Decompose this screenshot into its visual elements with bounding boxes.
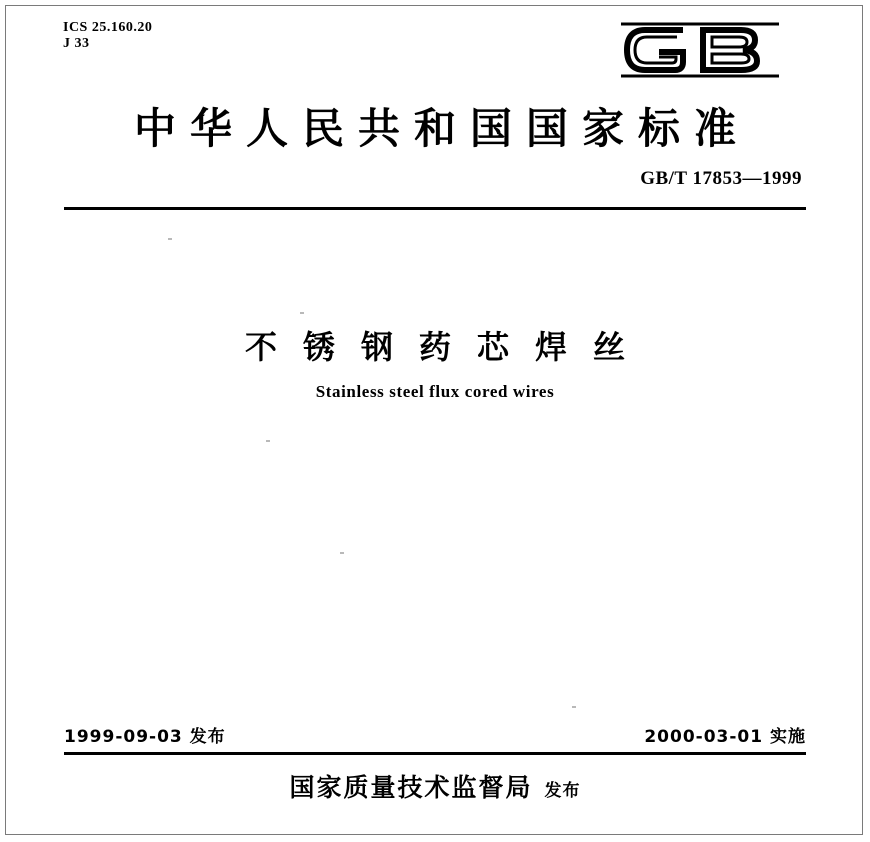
- footer-dates: [64, 722, 806, 746]
- standard-number: GB/T 17853—1999: [640, 168, 802, 189]
- scan-speck: [572, 706, 576, 708]
- page-title: 中华人民共和国国家标准: [133, 104, 750, 153]
- document-title-chinese: 不锈钢药芯焊丝: [244, 328, 651, 366]
- ics-classification: [63, 20, 152, 51]
- document-title-english: Stainless steel flux cored wires: [315, 382, 555, 401]
- publisher-line: [0, 768, 870, 804]
- footer-divider: [64, 752, 806, 755]
- publisher-organization: 国家质量技术监督局: [289, 773, 533, 802]
- publisher-verb: 发布: [544, 781, 581, 801]
- implementation-date: 2000-03-01 实施: [644, 727, 806, 747]
- ccs-code: J 33: [63, 36, 90, 51]
- scan-speck: [168, 238, 172, 240]
- header-divider: [64, 207, 806, 210]
- scan-speck: [300, 312, 304, 314]
- gb-logo-icon: [615, 14, 790, 86]
- scan-speck: [266, 440, 270, 442]
- scan-speck: [340, 552, 344, 554]
- ics-code: ICS 25.160.20: [63, 20, 153, 35]
- issue-date: 1999-09-03 发布: [64, 727, 226, 747]
